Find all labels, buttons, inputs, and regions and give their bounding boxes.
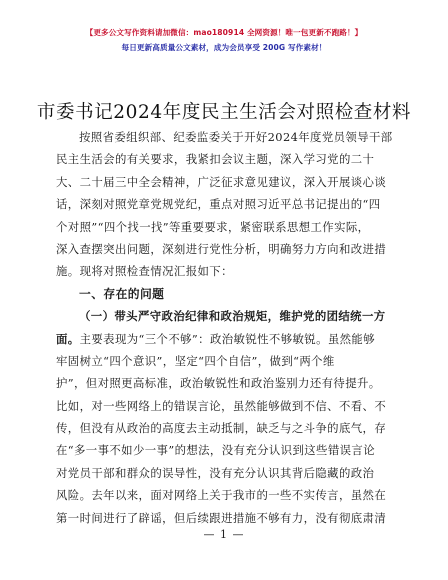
promo-banner-line-2: 每日更新高质量公文素材，成为会员享受 200G 写作素材！ xyxy=(121,43,327,52)
body-line: 深入查摆突出问题，深刻进行党性分析，明确努力方向和改进措 xyxy=(56,241,387,256)
body-line: 民主生活会的有关要求，我紧扣会议主题，深入学习党的二十 xyxy=(56,152,375,167)
promo-banner-line-1: 【更多公文写作资料请加微信：mao180914 全网资源！唯一包更新不跑路！】 xyxy=(85,28,363,37)
body-line: 对党员干部和群众的误导性，没有充分认识其背后隐藏的政治 xyxy=(56,465,375,480)
body-line: 在“多一事不如少一事”的想法，没有充分认识到这些错误言论 xyxy=(56,443,376,458)
page-number: — 1 — xyxy=(203,528,245,541)
body-text: 主要表现为“三个不够”：政治敏锐性不够敏锐。虽然能够 xyxy=(79,331,376,346)
document-body xyxy=(56,126,396,529)
body-line: 大、二十届三中全会精神，广泛征求意见建议，深入开展谈心谈 xyxy=(56,174,387,189)
document-title: 市委书记2024年度民主生活会对照检查材料 xyxy=(36,102,412,123)
body-line: 比如，对一些网络上的错误言论，虽然能够做到不信、不看、不 xyxy=(56,398,387,413)
section-heading: 一、存在的问题 xyxy=(79,286,165,301)
body-line: 按照省委组织部、纪委监委关于开好2024年度党员领导干部 xyxy=(79,130,393,144)
body-line: 牢固树立“四个意识”，坚定“四个自信”，做到“两个维 xyxy=(56,353,335,368)
body-line xyxy=(56,328,396,350)
body-line: 个对照”“四个找一找”等重要要求，紧密联系思想工作实际， xyxy=(56,219,370,234)
body-line: 护”，但对照更高标准，政治敏锐性和政治鉴别力还有待提升。 xyxy=(56,376,381,391)
body-line: 第一时间进行了辟谣，但后续跟进措施不够有力，没有彻底肃清 xyxy=(56,510,387,525)
subsection-heading-end: 面。 xyxy=(56,331,80,346)
subsection-heading: （一）带头严守政治纪律和政治规矩，维护党的团结统一方 xyxy=(79,309,386,324)
body-line: 话，深刻对照党章党规党纪，重点对照习近平总书记提出的“四 xyxy=(56,197,381,212)
body-line: 施。现将对照检查情况汇报如下： xyxy=(56,264,233,279)
body-line: 传，但没有从政治的高度去主动抵制，缺乏与之斗争的底气，存 xyxy=(56,421,387,436)
body-line: 风险。去年以来，面对网络上关于我市的一些不实传言，虽然在 xyxy=(56,488,387,503)
